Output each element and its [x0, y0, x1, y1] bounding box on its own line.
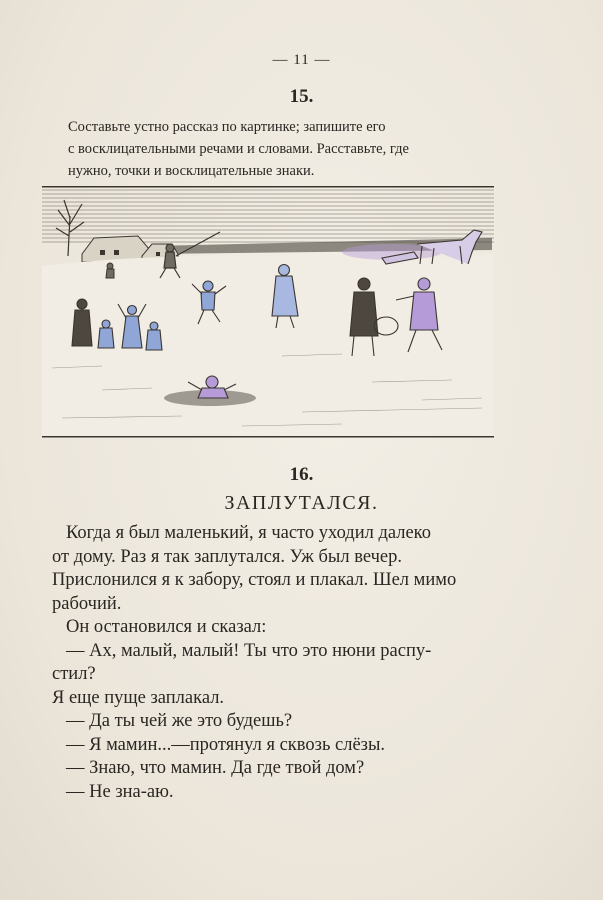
- text-line: — Знаю, что мамин. Да где твой дом?: [66, 758, 365, 778]
- text-line: рабочий.: [52, 593, 122, 614]
- text-line: Когда я был маленький, я часто уходил далеко: [66, 523, 431, 543]
- exercise-16-number: 16.: [289, 464, 314, 485]
- text-line: Он остановился и сказал:: [66, 617, 267, 637]
- text-line: — Да ты чей же это будешь?: [66, 711, 293, 731]
- text-line: от дому. Раз я так заплутался. Уж был вечер.: [52, 546, 402, 567]
- text-line: — Не зна-аю.: [66, 781, 174, 802]
- text-line: — Ах, малый, малый! Ты что это нюни распу-: [66, 640, 432, 661]
- exercise-15-text: [68, 116, 498, 182]
- winter-scene-illustration: [42, 186, 494, 438]
- text-line: Я еще пуще заплакал.: [52, 687, 225, 708]
- text-line: Прислонился я к забору, стоял и плакал. Шел мимо: [52, 570, 457, 590]
- story-title: ЗАПЛУТАЛСЯ.: [224, 492, 379, 514]
- story-text: [52, 522, 506, 804]
- text-line: Составьте устно рассказ по картинке; запишите его: [68, 119, 386, 135]
- text-line: — Я мамин...—протянул я сквозь слёзы.: [66, 734, 386, 755]
- page-number: — 11 —: [272, 52, 331, 68]
- text-line: нужно, точки и восклицательные знаки.: [68, 163, 315, 179]
- exercise-15-number: 15.: [289, 86, 314, 107]
- text-line: стил?: [52, 664, 96, 684]
- text-line: с восклицательными речами и словами. Расставьте, где: [68, 141, 409, 157]
